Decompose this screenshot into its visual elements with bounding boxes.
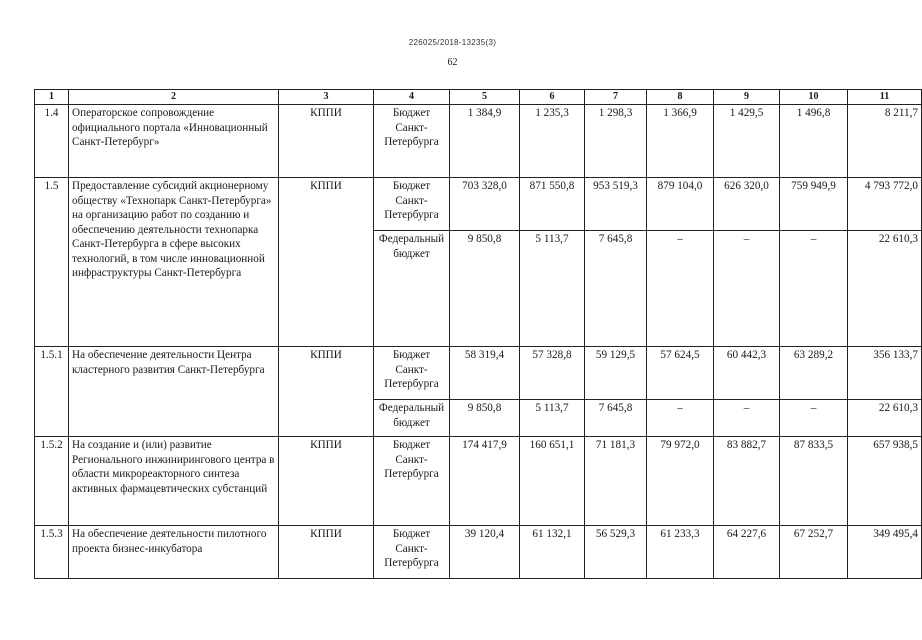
year-value: 59 129,5 [585, 347, 647, 400]
funding-source: Бюджет Санкт-Петербурга [374, 178, 450, 231]
year-value: 58 319,4 [450, 347, 520, 400]
year-value: 57 624,5 [647, 347, 714, 400]
header-row [35, 90, 922, 105]
column-header: 9 [714, 90, 780, 105]
row-executor: КППИ [279, 347, 374, 437]
column-header: 6 [520, 90, 585, 105]
year-value: – [647, 231, 714, 347]
table-row [35, 105, 922, 178]
total-value: 349 495,4 [848, 526, 922, 579]
column-header: 8 [647, 90, 714, 105]
total-value: 8 211,7 [848, 105, 922, 178]
year-value: – [647, 400, 714, 437]
total-value: 657 938,5 [848, 437, 922, 526]
year-value: 5 113,7 [520, 400, 585, 437]
row-description: На обеспечение деятельности пилотного проекта бизнес-инкубатора [69, 526, 279, 579]
row-number: 1.5.1 [35, 347, 69, 437]
year-value: 871 550,8 [520, 178, 585, 231]
year-value: 79 972,0 [647, 437, 714, 526]
column-header: 10 [780, 90, 848, 105]
funding-source: Федеральный бюджет [374, 400, 450, 437]
row-number: 1.4 [35, 105, 69, 178]
year-value: 39 120,4 [450, 526, 520, 579]
year-value: 1 429,5 [714, 105, 780, 178]
column-header: 5 [450, 90, 520, 105]
year-value: 61 233,3 [647, 526, 714, 579]
year-value: – [780, 400, 848, 437]
year-value: 1 366,9 [647, 105, 714, 178]
table-row [35, 526, 922, 579]
year-value: – [714, 400, 780, 437]
document-code: 226025/2018-13235(3) [408, 38, 497, 47]
row-number: 1.5.2 [35, 437, 69, 526]
year-value: 1 235,3 [520, 105, 585, 178]
row-description: На обеспечение деятельности Центра кластерного развития Санкт-Петербурга [69, 347, 279, 437]
table-row [35, 178, 922, 231]
row-description: На создание и (или) развитие Регионального инжинирингового центра в области микрореакторного синтеза активных фармацевтических субстанций [69, 437, 279, 526]
year-value: – [780, 231, 848, 347]
year-value: 63 289,2 [780, 347, 848, 400]
row-executor: КППИ [279, 178, 374, 347]
column-header: 3 [279, 90, 374, 105]
table-row [35, 437, 922, 526]
year-value: 71 181,3 [585, 437, 647, 526]
column-header: 2 [69, 90, 279, 105]
total-value: 22 610,3 [848, 400, 922, 437]
funding-source: Бюджет Санкт-Петербурга [374, 437, 450, 526]
year-value: 879 104,0 [647, 178, 714, 231]
row-description: Предоставление субсидий акционерному обществу «Технопарк Санкт-Петербурга» на организацию работ по созданию и обеспечению деятельности технопарка Санкт-Петербурга в сфере высоких технологий, в том числе инновационной инфраструктуры Санкт-Петербурга [69, 178, 279, 347]
table-row [35, 347, 922, 400]
column-header: 7 [585, 90, 647, 105]
row-description: Операторское сопровождение официального портала «Инновационный Санкт-Петербург» [69, 105, 279, 178]
funding-source: Бюджет Санкт-Петербурга [374, 105, 450, 178]
year-value: 7 645,8 [585, 400, 647, 437]
year-value: 87 833,5 [780, 437, 848, 526]
year-value: 64 227,6 [714, 526, 780, 579]
year-value: 5 113,7 [520, 231, 585, 347]
year-value: 953 519,3 [585, 178, 647, 231]
total-value: 4 793 772,0 [848, 178, 922, 231]
row-number: 1.5 [35, 178, 69, 347]
year-value: 174 417,9 [450, 437, 520, 526]
year-value: 759 949,9 [780, 178, 848, 231]
total-value: 22 610,3 [848, 231, 922, 347]
year-value: 160 651,1 [520, 437, 585, 526]
year-value: 60 442,3 [714, 347, 780, 400]
year-value: 1 384,9 [450, 105, 520, 178]
column-header: 11 [848, 90, 922, 105]
column-header: 4 [374, 90, 450, 105]
year-value: 61 132,1 [520, 526, 585, 579]
row-number: 1.5.3 [35, 526, 69, 579]
year-value: 57 328,8 [520, 347, 585, 400]
row-executor: КППИ [279, 526, 374, 579]
budget-table [34, 89, 922, 579]
funding-source: Федеральный бюджет [374, 231, 450, 347]
year-value: 83 882,7 [714, 437, 780, 526]
year-value: 1 298,3 [585, 105, 647, 178]
row-executor: КППИ [279, 437, 374, 526]
row-executor: КППИ [279, 105, 374, 178]
funding-source: Бюджет Санкт-Петербурга [374, 347, 450, 400]
year-value: 56 529,3 [585, 526, 647, 579]
funding-source: Бюджет Санкт-Петербурга [374, 526, 450, 579]
column-header: 1 [35, 90, 69, 105]
year-value: 7 645,8 [585, 231, 647, 347]
year-value: 1 496,8 [780, 105, 848, 178]
page-number: 62 [447, 57, 458, 68]
total-value: 356 133,7 [848, 347, 922, 400]
year-value: 626 320,0 [714, 178, 780, 231]
year-value: – [714, 231, 780, 347]
year-value: 9 850,8 [450, 400, 520, 437]
year-value: 9 850,8 [450, 231, 520, 347]
year-value: 67 252,7 [780, 526, 848, 579]
year-value: 703 328,0 [450, 178, 520, 231]
